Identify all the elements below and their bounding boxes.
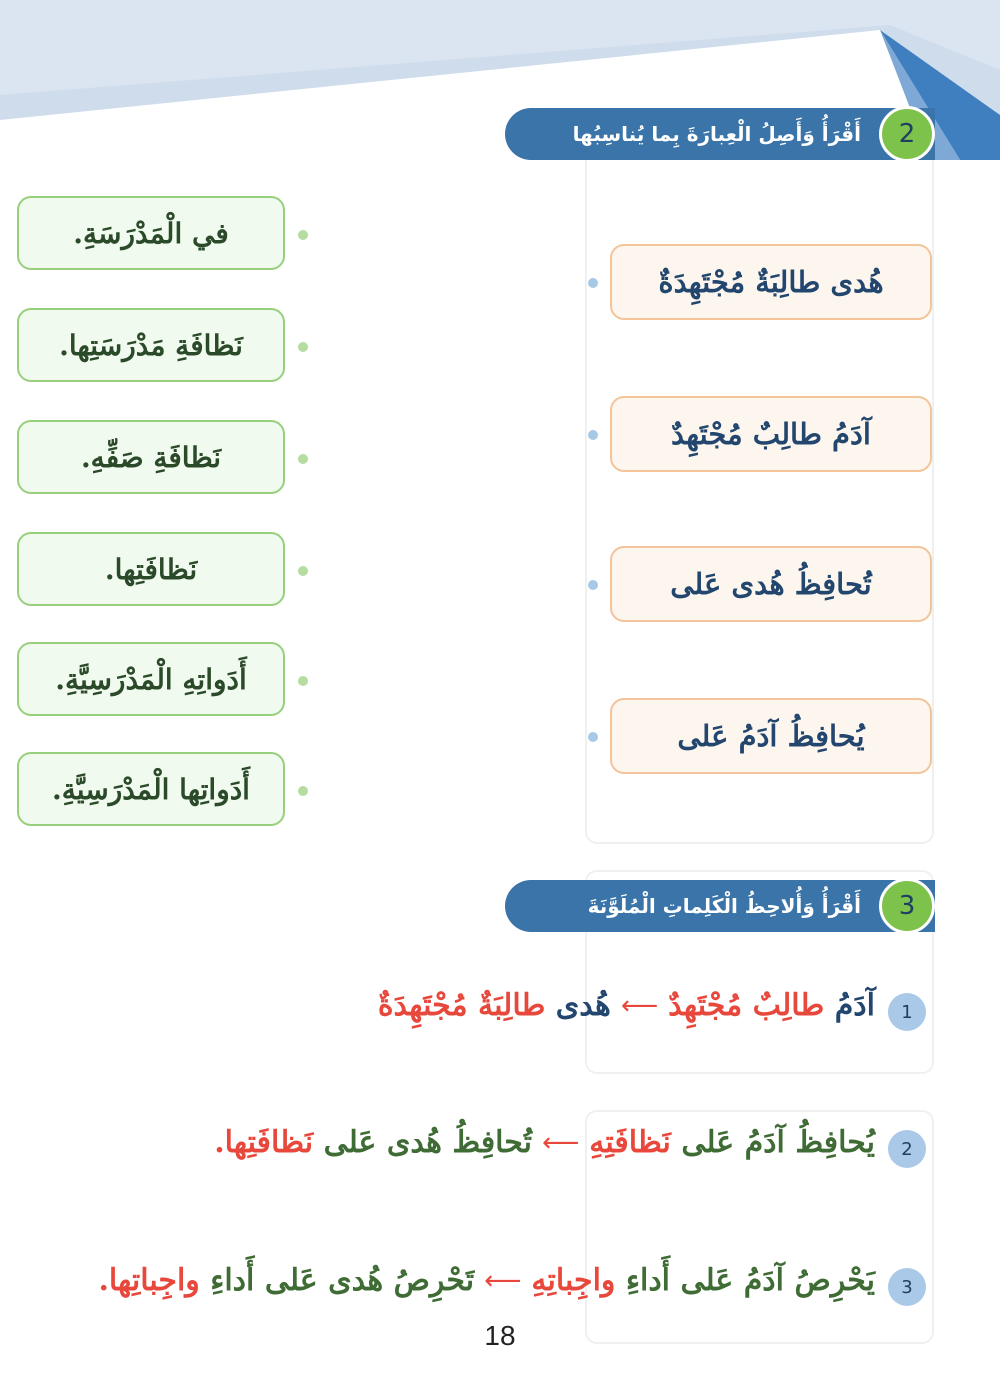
match-completion[interactable]: في الْمَدْرَسَةِ. [17,196,285,270]
sentence-number: 3 [888,1268,926,1306]
match-completion[interactable]: نَظافَةِ مَدْرَسَتِها. [17,308,285,382]
masculine-phrase [531,1263,875,1298]
masculine-phrase [668,988,875,1023]
match-dot[interactable] [298,566,308,576]
colored-words: نَظافَتِهِ [589,1125,671,1160]
match-phrase[interactable]: آدَمُ طالِبٌ مُجْتَهِدٌ [610,396,932,472]
match-dot[interactable] [588,580,598,590]
match-completion[interactable]: أَدَواتِهِ الْمَدْرَسِيَّةِ. [17,642,285,716]
sentence-row [98,1263,875,1298]
feminine-phrase [214,1125,532,1160]
masculine-phrase [589,1125,875,1160]
match-phrase[interactable]: هُدى طالِبَةٌ مُجْتَهِدَةٌ [610,244,932,320]
match-dot[interactable] [298,230,308,240]
sentence-row [378,988,875,1023]
exercise-title: أَقْرَأُ وَأُلاحِظُ الْكَلِماتِ الْمُلَوَّنَةَ [587,894,861,918]
colored-words: طالِبٌ مُجْتَهِدٌ [668,988,825,1023]
match-completion[interactable]: نَظافَةِ صَفِّهِ. [17,420,285,494]
plain-words: تَحْرِصُ هُدى عَلى أَداءِ [210,1263,475,1298]
page-number: 18 [484,1320,516,1351]
arrow-icon: ⟵ [484,1265,522,1296]
plain-words: تُحافِظُ هُدى عَلى [323,1125,533,1160]
sentence-number: 1 [888,993,926,1031]
match-phrase[interactable]: تُحافِظُ هُدى عَلى [610,546,932,622]
colored-words: واجِباتِها. [98,1263,200,1298]
plain-words: يُحافِظُ آدَمُ عَلى [681,1125,875,1160]
arrow-icon: ⟵ [620,990,659,1021]
exercise-number: 2 [879,106,935,162]
match-completion[interactable]: نَظافَتِها. [17,532,285,606]
match-dot[interactable] [588,430,598,440]
match-dot[interactable] [298,342,308,352]
match-dot[interactable] [588,278,598,288]
colored-words: طالِبَةٌ مُجْتَهِدَةٌ [377,988,546,1023]
sentence-row [214,1125,875,1160]
exercise-number: 3 [879,878,935,934]
feminine-phrase [98,1263,474,1298]
match-completion[interactable]: أَدَواتِها الْمَدْرَسِيَّةِ. [17,752,285,826]
match-dot[interactable] [298,454,308,464]
match-dot[interactable] [588,732,598,742]
match-dot[interactable] [298,786,308,796]
colored-words: واجِباتِهِ [531,1263,616,1298]
exercise-3-banner [505,880,935,932]
colored-words: نَظافَتِها. [214,1125,314,1160]
exercise-2-banner [505,108,935,160]
sentence-number: 2 [888,1130,926,1168]
feminine-phrase [378,988,611,1023]
plain-words: هُدى [555,988,611,1023]
match-phrase[interactable]: يُحافِظُ آدَمُ عَلى [610,698,932,774]
arrow-icon: ⟵ [542,1127,580,1158]
plain-words: آدَمُ [834,988,875,1023]
exercise-title: أَقْرَأُ وَأَصِلُ الْعِبارَةَ بِما يُناسِبُها [572,122,861,146]
match-dot[interactable] [298,676,308,686]
plain-words: يَحْرِصُ آدَمُ عَلى أَداءِ [625,1263,875,1298]
